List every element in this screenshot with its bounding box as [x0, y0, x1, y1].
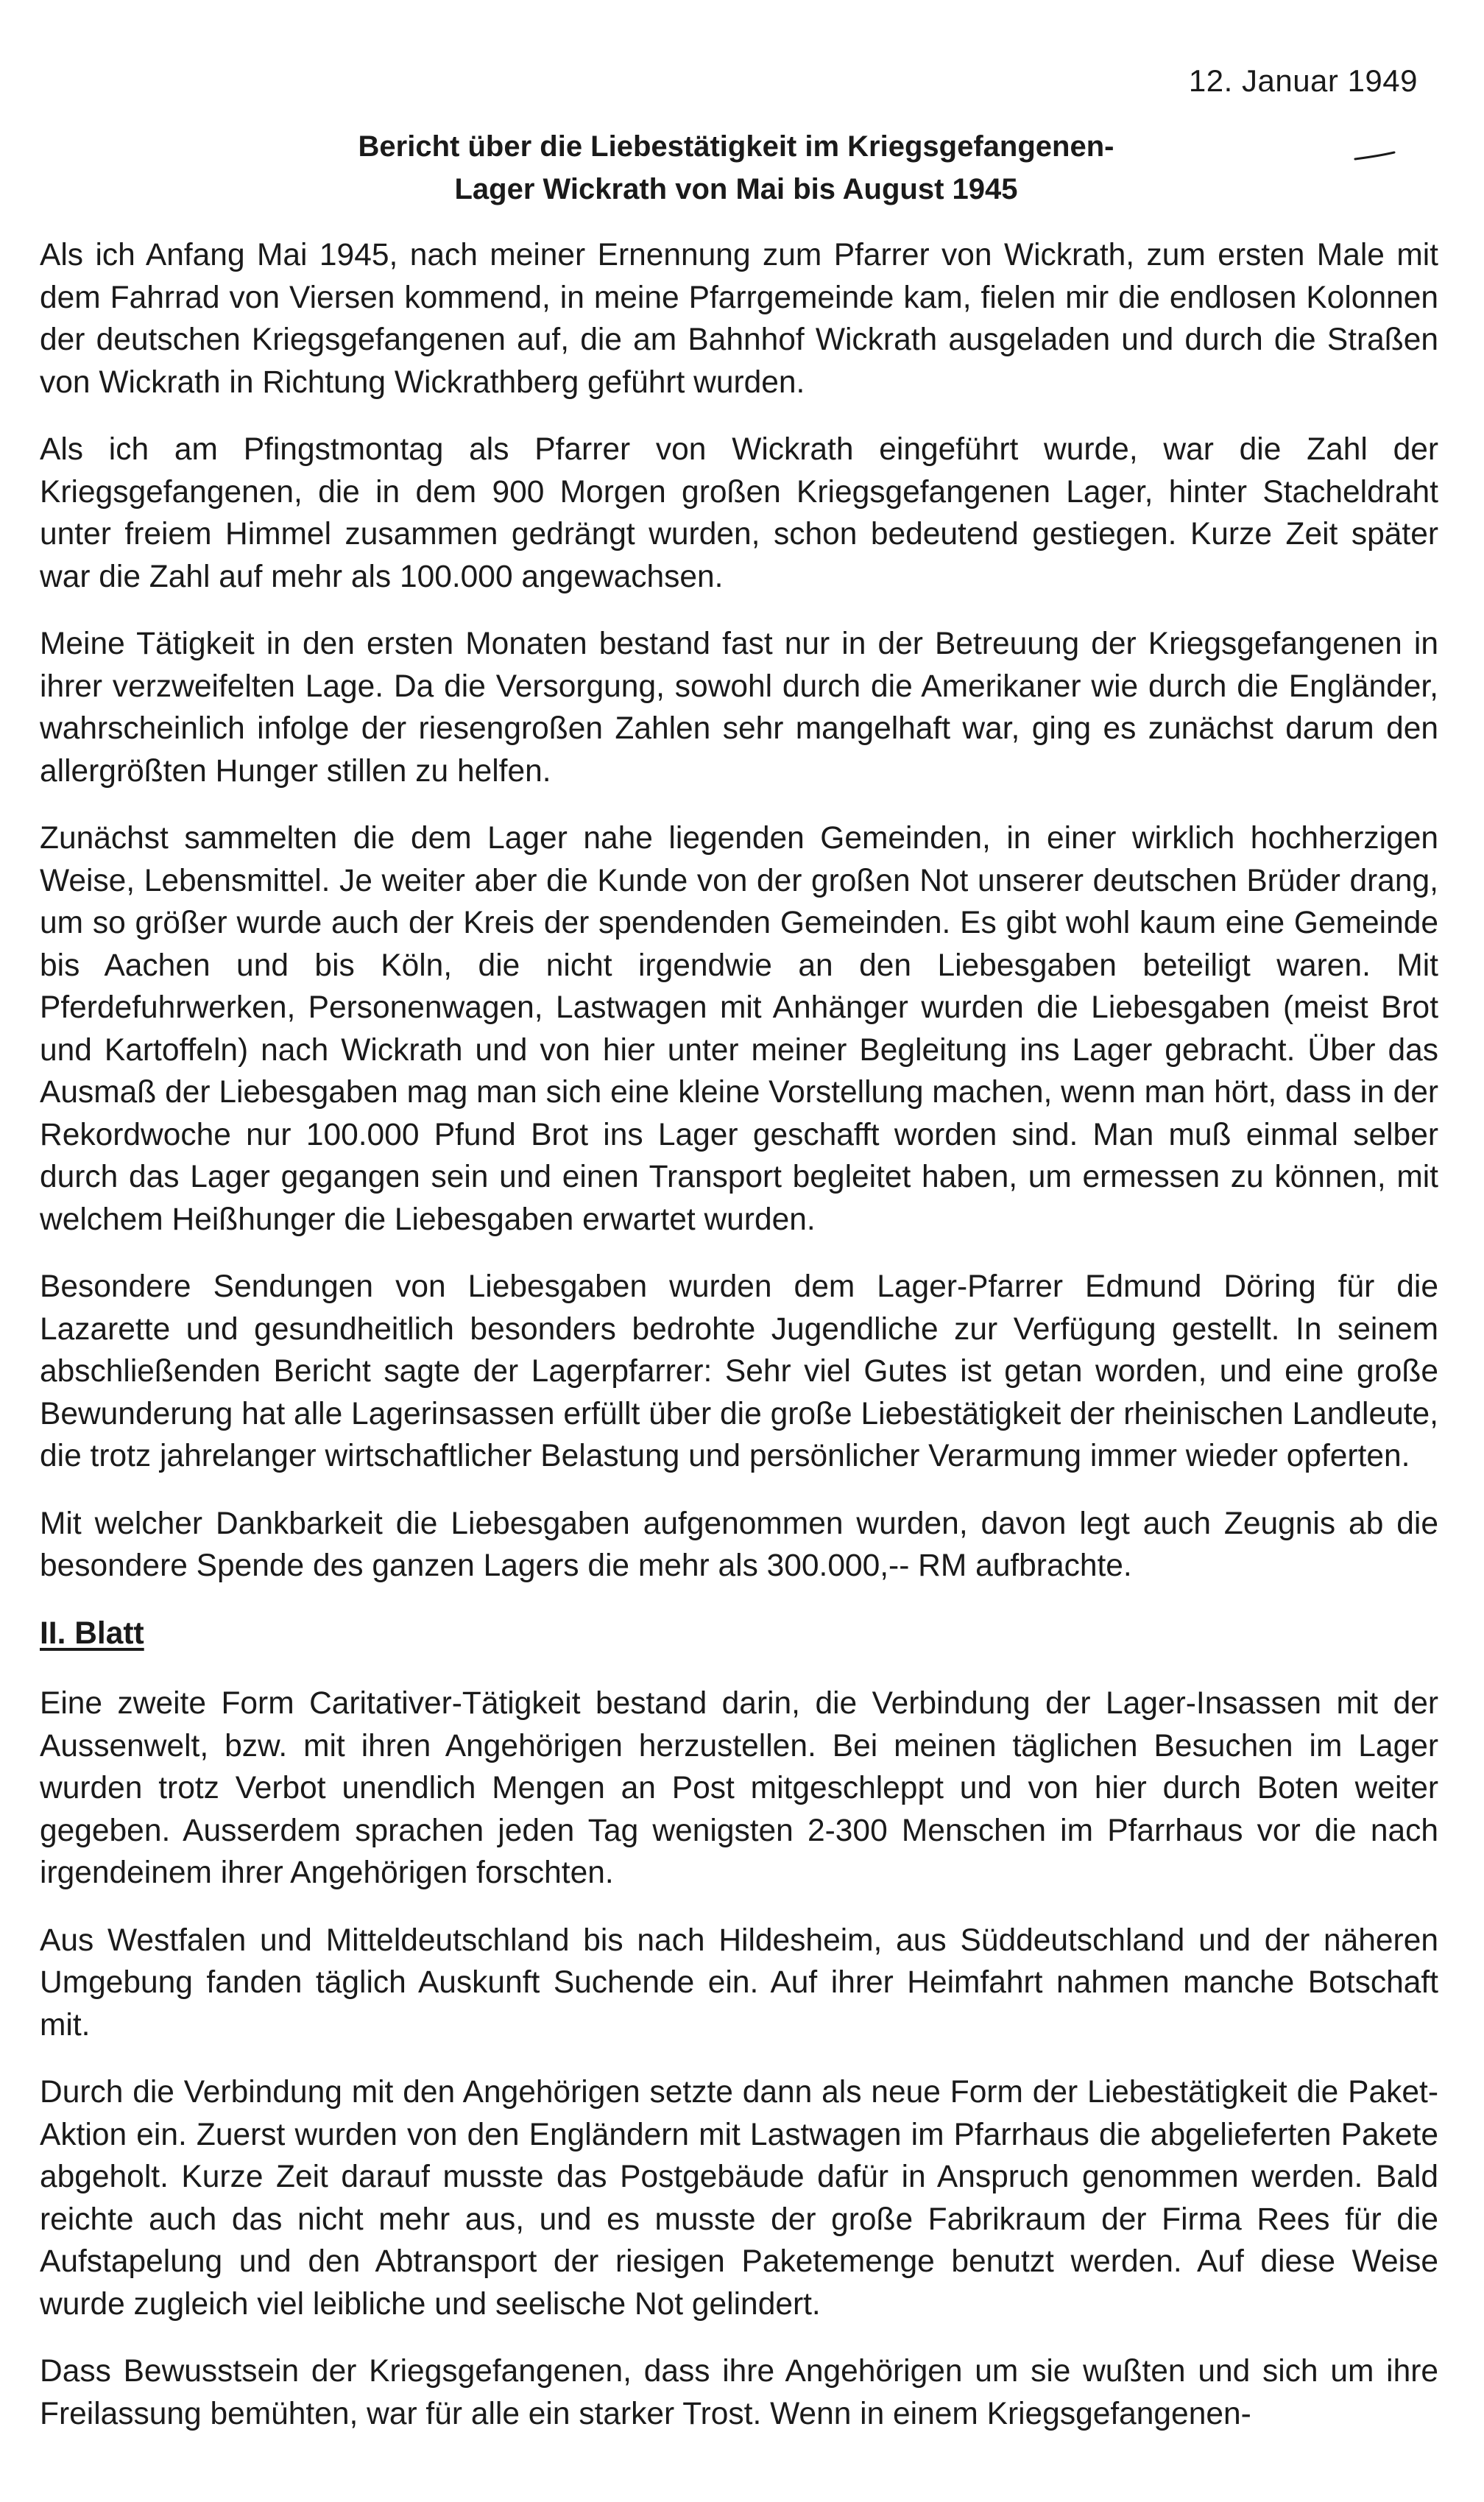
- section-paragraph-2: Aus Westfalen und Mitteldeutschland bis nach Hildesheim, aus Süddeutschland und der näheren Umgebung fanden täglich Auskunft Suchende ein. Auf ihrer Heimfahrt nahmen manche Botschaft mit.: [40, 1923, 1438, 2043]
- paragraph-2: Als ich am Pfingstmontag als Pfarrer von Wickrath eingeführt wurde, war die Zahl der Kriegsgefangenen, die in dem 900 Morgen großen Kriegsgefangenen Lager, hinter Stacheldraht unter freiem Himmel zusammen gedrängt wurden, schon bedeutend gestiegen. Kurze Zeit später war die Zahl auf mehr als 100.000 angewachsen.: [40, 432, 1438, 594]
- section-heading: II. Blatt: [40, 1615, 144, 1651]
- title-line-1: Bericht über die Liebestätigkeit im Kriegsgefangenen-: [358, 130, 1114, 163]
- paragraph-6: Mit welcher Dankbarkeit die Liebesgaben aufgenommen wurden, davon legt auch Zeugnis ab die besondere Spende des ganzen Lagers die mehr als 300.000,-- RM aufbrachte.: [40, 1506, 1438, 1583]
- section-paragraph-1: Eine zweite Form Caritativer-Tätigkeit bestand darin, die Verbindung der Lager-Insassen mit der Aussenwelt, bzw. mit ihren Angehörigen herzustellen. Bei meinen täglichen Besuchen im Lager wurden trotz Verbot unendlich Mengen an Post mitgeschleppt und von hier durch Boten weiter gegeben. Ausserdem sprachen jeden Tag wenigsten 2-300 Menschen im Pfarrhaus vor die nach irgendeinem ihrer Angehörigen forschten.: [40, 1686, 1438, 1890]
- section-paragraph-4: Dass Bewusstsein der Kriegsgefangenen, dass ihre Angehörigen um sie wußten und sich um ihre Freilassung bemühten, war für alle ein starker Trost. Wenn in einem Kriegsgefangenen-: [40, 2354, 1438, 2431]
- document-date: 12. Januar 1949: [1188, 63, 1418, 98]
- title-line-2: Lager Wickrath von Mai bis August 1945: [454, 173, 1018, 205]
- paragraph-3: Meine Tätigkeit in den ersten Monaten bestand fast nur in der Betreuung der Kriegsgefangenen in ihrer verzweifelten Lage. Da die Versorgung, sowohl durch die Amerikaner wie durch die Engländer, wahrscheinlich infolge der riesengroßen Zahlen sehr mangelhaft war, ging es zunächst darum den allergrößten Hunger stillen zu helfen.: [40, 627, 1438, 789]
- paragraph-5: Besondere Sendungen von Liebesgaben wurden dem Lager-Pfarrer Edmund Döring für die Lazarette und gesundheitlich besonders bedrohte Jugendliche zur Verfügung gestellt. In seinem abschließenden Bericht sagte der Lagerpfarrer: Sehr viel Gutes ist getan worden, und eine große Bewunderung hat alle Lagerinsassen erfüllt über die große Liebestätigkeit der rheinischen Landleute, die trotz jahrelanger wirtschaftlicher Belastung und persönlicher Verarmung immer wieder opferten.: [40, 1269, 1438, 1473]
- paragraph-4: Zunächst sammelten die dem Lager nahe liegenden Gemeinden, in einer wirklich hochherzigen Weise, Lebensmittel. Je weiter aber die Kunde von der großen Not unserer deutschen Brüder drang, um so größer wurde auch der Kreis der spendenden Gemeinden. Es gibt wohl kaum eine Gemeinde bis Aachen und bis Köln, die nicht irgendwie an den Liebesgaben beteiligt waren. Mit Pferdefuhrwerken, Personenwagen, Lastwagen mit Anhänger wurden die Liebesgaben (meist Brot und Kartoffeln) nach Wickrath und von hier unter meiner Begleitung ins Lager gebracht. Über das Ausmaß der Liebesgaben mag man sich eine kleine Vorstellung machen, wenn man hört, dass in der Rekordwoche nur 100.000 Pfund Brot ins Lager geschafft worden sind. Man muß einmal selber durch das Lager gegangen sein und einen Transport begleitet haben, um ermessen zu können, mit welchem Heißhunger die Liebesgaben erwartet wurden.: [40, 821, 1438, 1237]
- document-title: [221, 125, 1251, 211]
- handwritten-dash-mark: [1353, 149, 1397, 164]
- paragraph-1: Als ich Anfang Mai 1945, nach meiner Ernennung zum Pfarrer von Wickrath, zum ersten Male mit dem Fahrrad von Viersen kommend, in meine Pfarrgemeinde kam, fielen mir die endlosen Kolonnen der deutschen Kriegsgefangenen auf, die am Bahnhof Wickrath ausgeladen und durch die Straßen von Wickrath in Richtung Wickrathberg geführt wurden.: [40, 238, 1438, 400]
- section-paragraph-3: Durch die Verbindung mit den Angehörigen setzte dann als neue Form der Liebestätigkeit die Paket-Aktion ein. Zuerst wurden von den Engländern mit Lastwagen im Pfarrhaus die abgelieferten Pakete abgeholt. Kurze Zeit darauf musste das Postgebäude dafür in Anspruch genommen werden. Bald reichte auch das nicht mehr aus, und es musste der große Fabrikraum der Firma Rees für die Aufstapelung und den Abtransport der riesigen Paketemenge benutzt werden. Auf diese Weise wurde zugleich viel leibliche und seelische Not gelindert.: [40, 2075, 1438, 2322]
- document-body: [40, 234, 1438, 2435]
